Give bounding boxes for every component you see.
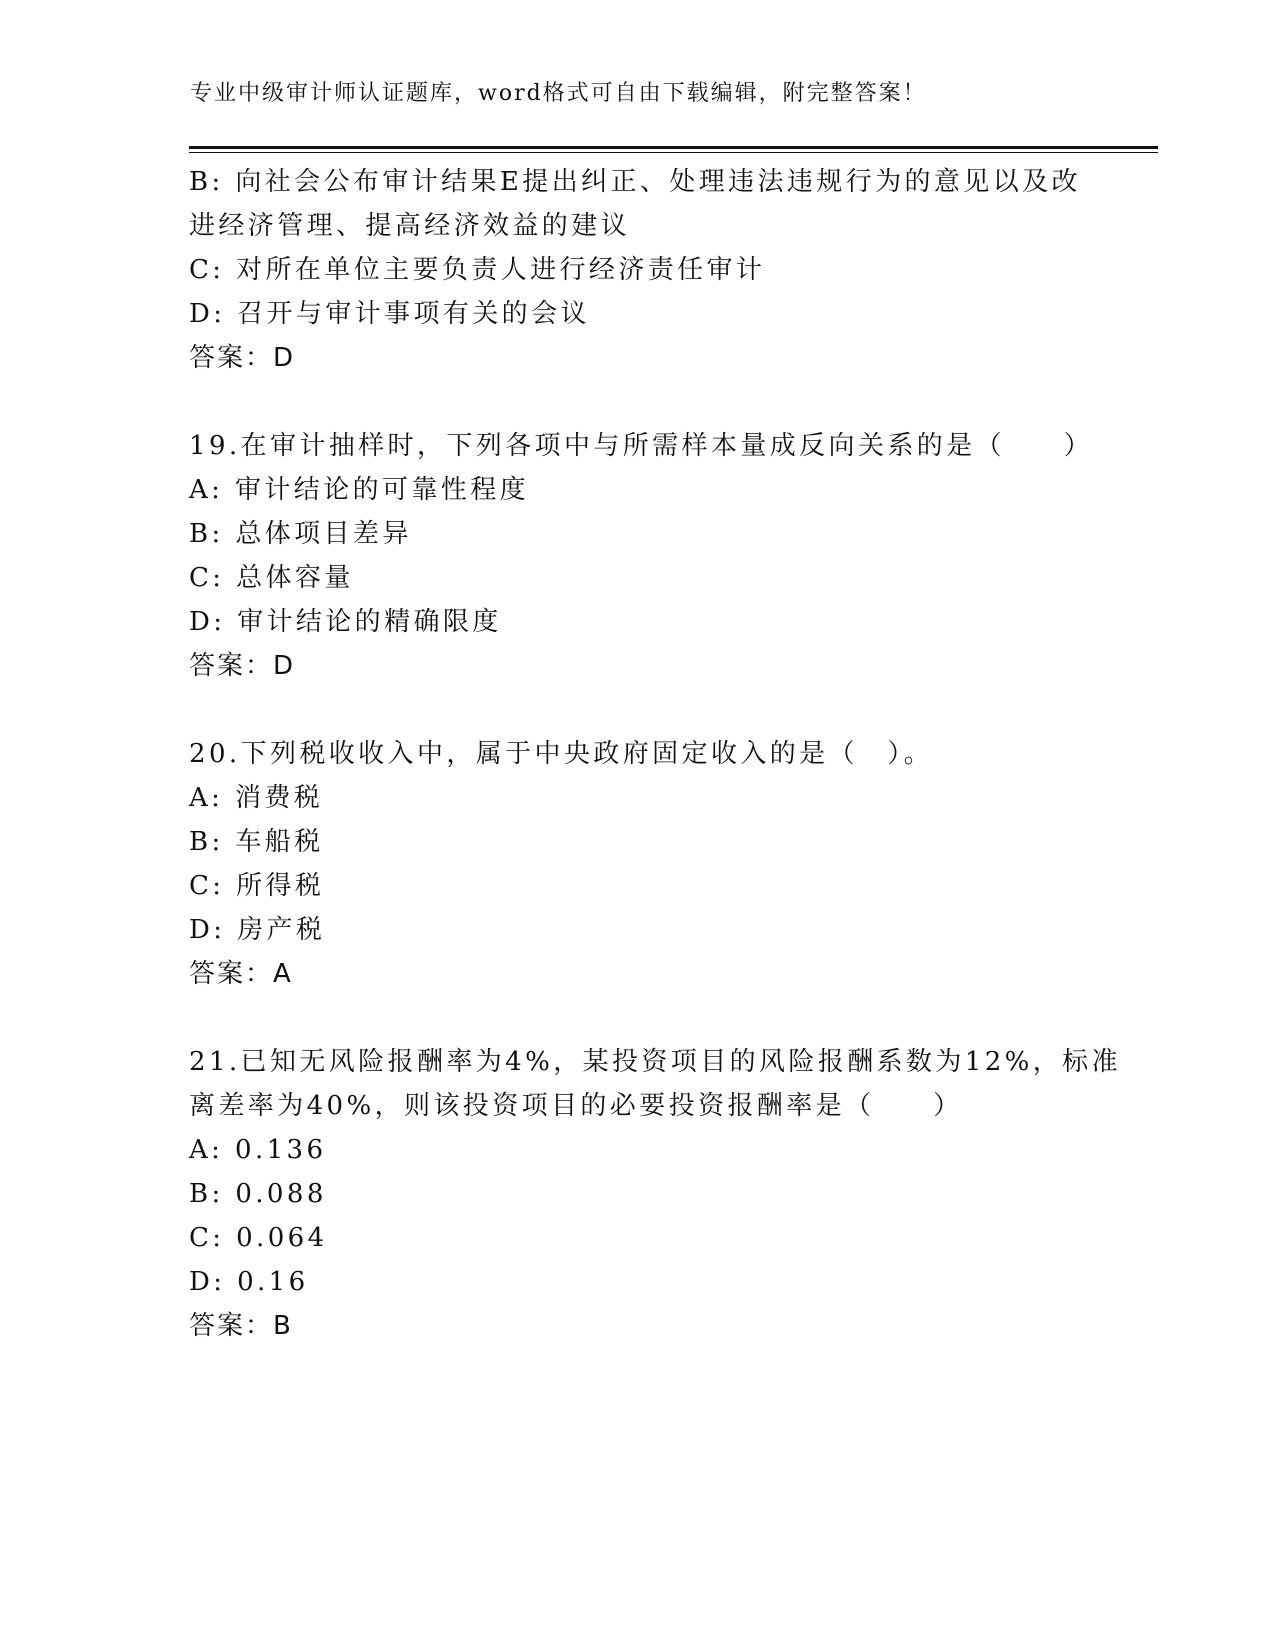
q18-option-b-line1: B: 向社会公布审计结果E提出纠正、处理违法违规行为的意见以及改 <box>189 167 1081 197</box>
q21-option-b: B: 0.088 <box>189 1179 327 1209</box>
header-divider-thin <box>189 152 1158 153</box>
q20-option-c: C: 所得税 <box>189 871 325 901</box>
header-divider-thick <box>189 146 1158 149</box>
page-header: 专业中级审计师认证题库，word格式可自由下载编辑，附完整答案！ <box>190 81 927 106</box>
q19-question: 19.在审计抽样时，下列各项中与所需样本量成反向关系的是（ ） <box>189 431 1094 461</box>
q21-option-a: A: 0.136 <box>189 1135 327 1165</box>
q19-option-b: B: 总体项目差异 <box>189 519 412 549</box>
q20-option-b: B: 车船税 <box>189 827 324 857</box>
q20-question: 20.下列税收收入中，属于中央政府固定收入的是（ ）。 <box>189 739 934 769</box>
q20-option-d: D: 房产税 <box>189 915 326 945</box>
q18-option-c: C: 对所在单位主要负责人进行经济责任审计 <box>189 255 766 285</box>
q21-option-d: D: 0.16 <box>189 1267 309 1297</box>
q21-question-line1: 21.已知无风险报酬率为4%，某投资项目的风险报酬系数为12%，标准 <box>189 1047 1121 1077</box>
q21-question-line2: 离差率为40%，则该投资项目的必要投资报酬率是（ ） <box>189 1091 963 1121</box>
q21-answer: 答案：B <box>189 1311 293 1341</box>
q20-answer: 答案：A <box>189 959 293 989</box>
q19-option-a: A: 审计结论的可靠性程度 <box>189 475 530 505</box>
q19-option-c: C: 总体容量 <box>189 563 354 593</box>
q18-option-b-line2: 进经济管理、提高经济效益的建议 <box>189 211 631 241</box>
q20-option-a: A: 消费税 <box>189 783 324 813</box>
q18-option-d: D: 召开与审计事项有关的会议 <box>189 299 590 329</box>
q21-option-c: C: 0.064 <box>189 1223 328 1253</box>
q19-answer: 答案：D <box>189 651 296 681</box>
q18-answer: 答案：D <box>189 343 296 373</box>
q19-option-d: D: 审计结论的精确限度 <box>189 607 502 637</box>
